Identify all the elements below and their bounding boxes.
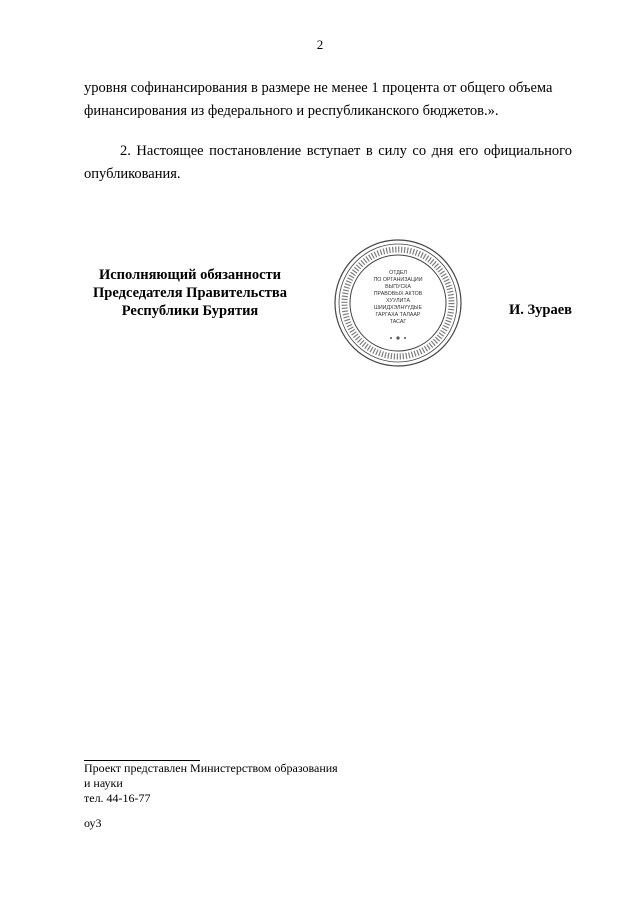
stamp-text-line: ГАРГАХА ТАЛААР [375, 312, 421, 318]
official-seal-stamp [333, 238, 463, 368]
signatory-title-line: Исполняющий обязанности [98, 267, 282, 283]
stamp-text-line: ОТДЕЛ [389, 270, 407, 276]
footnote-line: и науки [84, 776, 123, 790]
signatory-name: И. Зураев [508, 302, 572, 318]
page-number: 2 [316, 37, 324, 52]
stamp-text-line: ТАСАГ [389, 319, 407, 325]
signatory-title-line: Председателя Правительства [93, 285, 287, 301]
stamp-dot [396, 336, 399, 339]
stamp-dot [390, 337, 392, 339]
paragraph-2 [84, 140, 572, 186]
stamp-text-line: ШИИДХЭЛНҮҮДЫЕ [373, 305, 423, 311]
footnote-line: тел. 44-16-77 [84, 791, 151, 805]
stamp-dot [404, 337, 406, 339]
footnote-line: Проект представлен Министерством образования [84, 761, 338, 775]
stamp-text-line: ПО ОРГАНИЗАЦИИ [373, 277, 423, 283]
document-code: оу3 [84, 816, 102, 830]
signatory-title-line: Республики Бурятия [121, 303, 259, 319]
paragraph-continuation: уровня софинансирования в размере не менее 1 процента от общего объема финансирования из федерального и республиканского бюджетов.». [84, 80, 553, 119]
stamp-text-line: ХУУЛИТА [386, 298, 410, 304]
signatory-title [84, 266, 296, 320]
footnote [84, 761, 384, 806]
paragraph-2-text: Настоящее постановление вступает в силу со дня его официального опубликования. [84, 143, 572, 182]
paragraph-2-number: 2. [120, 143, 131, 159]
stamp-text-line: ПРАВОВЫХ АКТОВ [373, 291, 423, 297]
stamp-text-line: ВЫПУСКА [385, 284, 411, 290]
